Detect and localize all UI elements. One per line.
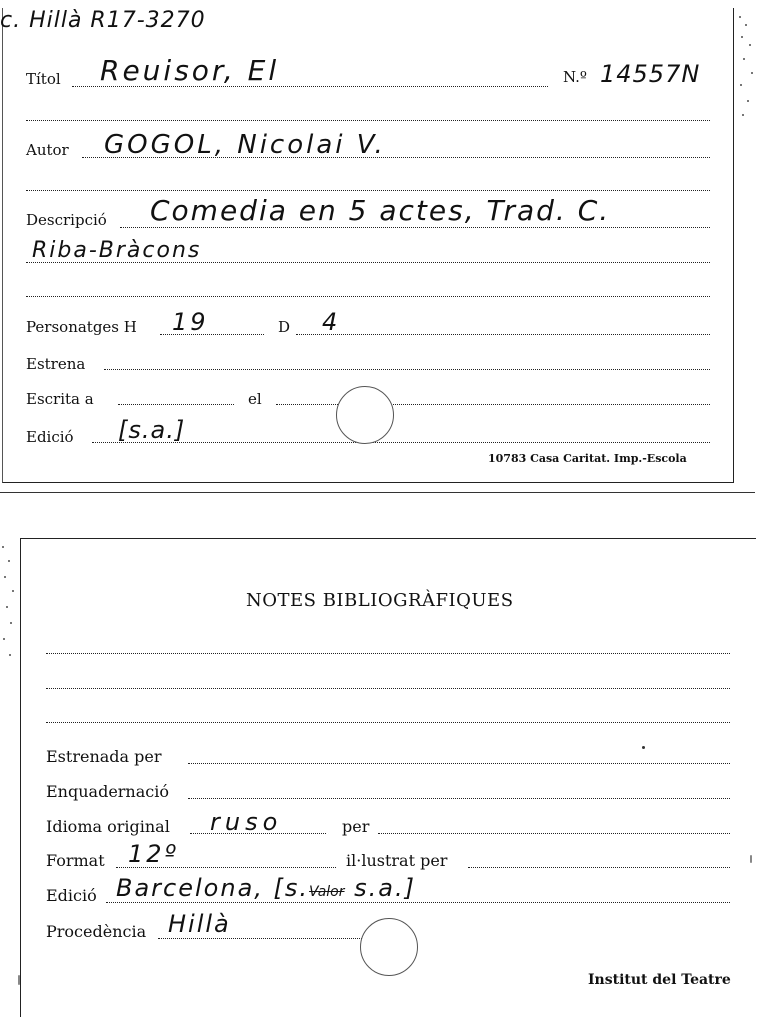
num-label: N.º [563, 68, 587, 86]
edicio-bottom-struck: Valor [309, 884, 345, 900]
personatges-d-label: D [278, 318, 291, 336]
punch-hole-bottom [360, 918, 418, 976]
procedencia-line [158, 938, 370, 939]
estrenada-line [188, 763, 730, 764]
edicio-label: Edició [26, 428, 74, 446]
edge-scan-noise-left [0, 540, 18, 680]
estrena-line [104, 369, 710, 370]
titol-extra-line [26, 120, 710, 121]
autor-value: GOGOL, Nicolai V. [104, 130, 386, 160]
edge-scan-noise [737, 10, 755, 130]
printer-imprint: 10783 Casa Caritat. Imp.-Escola [488, 452, 687, 465]
notes-heading: NOTES BIBLIOGRÀFIQUES [246, 590, 514, 611]
personatges-label: Personatges H [26, 318, 137, 336]
el-label: el [248, 390, 262, 408]
autor-label: Autor [26, 141, 69, 159]
card-separator [0, 492, 755, 493]
idioma-value: ruso [210, 808, 283, 836]
format-value: 12º [128, 840, 179, 868]
descripcio-extra-line [26, 296, 710, 297]
edicio-value: [s.a.] [118, 416, 186, 444]
personatges-d-value: 4 [322, 308, 341, 336]
descripcio-label: Descripció [26, 211, 107, 229]
escrita-label: Escrita a [26, 390, 94, 408]
idioma-label: Idioma original [46, 817, 170, 836]
notes-line-1 [46, 653, 730, 654]
titol-label: Títol [26, 70, 61, 88]
format-label: Format [46, 851, 105, 870]
descripcio-value-1: Comedia en 5 actes, Trad. C. [150, 194, 611, 227]
enquadernacio-line [188, 798, 730, 799]
notes-line-3 [46, 722, 730, 723]
num-value: 14557N [600, 60, 701, 88]
personatges-d-line [296, 334, 710, 335]
edicio-bottom-value-end: s.a.] [354, 874, 416, 902]
notes-line-2 [46, 688, 730, 689]
edicio-bottom-value-start: Barcelona, [s. [116, 874, 310, 902]
procedencia-label: Procedència [46, 922, 147, 941]
descripcio-line-1 [120, 227, 710, 228]
punch-hole [336, 386, 394, 444]
estrenada-label: Estrenada per [46, 747, 162, 766]
estrena-label: Estrena [26, 355, 86, 373]
ink-dot [642, 746, 645, 749]
titol-value: Reuisor, El [100, 54, 280, 87]
illustrat-label: il·lustrat per [346, 851, 448, 870]
enquadernacio-label: Enquadernació [46, 782, 169, 801]
procedencia-value: Hillà [168, 910, 231, 938]
personatges-h-value: 19 [172, 308, 209, 336]
edicio-bottom-label: Edició [46, 886, 97, 905]
catalog-reference: c. Hillà R17-3270 [0, 8, 206, 33]
escrita-line [118, 404, 234, 405]
institution-imprint: Institut del Teatre [588, 972, 731, 988]
autor-extra-line [26, 190, 710, 191]
scan-speck [750, 855, 752, 863]
edicio-bottom-line [106, 902, 730, 903]
illustrat-line [468, 867, 730, 868]
per-label: per [342, 817, 370, 836]
edicio-bottom-value [116, 874, 416, 902]
scan-speck [18, 975, 20, 985]
descripcio-value-2: Riba-Bràcons [32, 238, 202, 263]
per-line [378, 833, 730, 834]
